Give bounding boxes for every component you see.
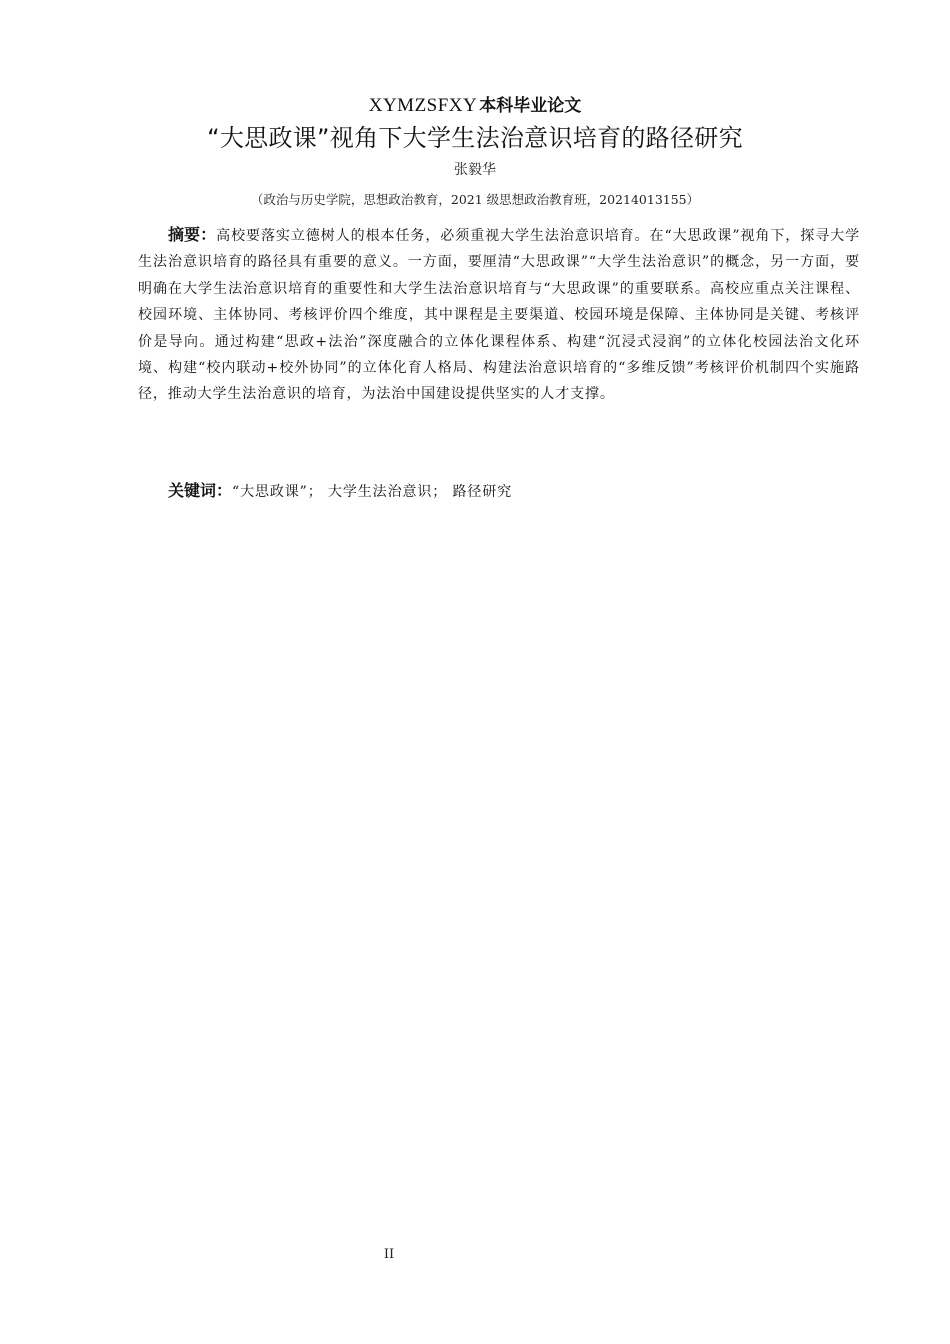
page-number: II [383, 1247, 395, 1262]
keywords-text: “大思政课”； 大学生法治意识； 路径研究 [232, 484, 513, 500]
paper-title: “大思政课”视角下大学生法治意识培育的路径研究 [207, 124, 743, 152]
author-affiliation: （政治与历史学院，思想政治教育，2021 级思想政治教育班，20214013155） [250, 192, 700, 207]
keywords-paragraph [138, 478, 860, 505]
keywords-label: 关键词： [168, 481, 233, 500]
author-name: 张毅华 [454, 162, 496, 178]
abstract-paragraph [138, 222, 860, 408]
school-code: XYMZSFXY [368, 95, 478, 116]
abstract-label: 摘要： [168, 225, 217, 244]
thesis-header [0, 93, 950, 119]
thesis-type-label: 本科毕业论文 [479, 96, 582, 116]
abstract-text: 高校要落实立德树人的根本任务，必须重视大学生法治意识培育。在“大思政课”视角下，探寻大学生法治意识培育的路径具有重要的意义。一方面，要厘清“大思政课”“大学生法治意识”的概念，另一方面，要明确在大学生法治意识培育的重要性和大学生法治意识培育与“大思政课”的重要联系。高校应重点关注课程、校园环境、主体协同、考核评价四个维度，其中课程是主要渠道、校园环境是保障、主体协同是关键、考核评价是导向。通过构建“思政+法治”深度融合的立体化课程体系、构建“沉浸式浸润”的立体化校园法治文化环境、构建“校内联动+校外协同”的立体化育人格局、构建法治意识培育的“多维反馈”考核评价机制四个实施路径，推动大学生法治意识的培育，为法治中国建设提供坚实的人才支撑。 [138, 228, 860, 403]
